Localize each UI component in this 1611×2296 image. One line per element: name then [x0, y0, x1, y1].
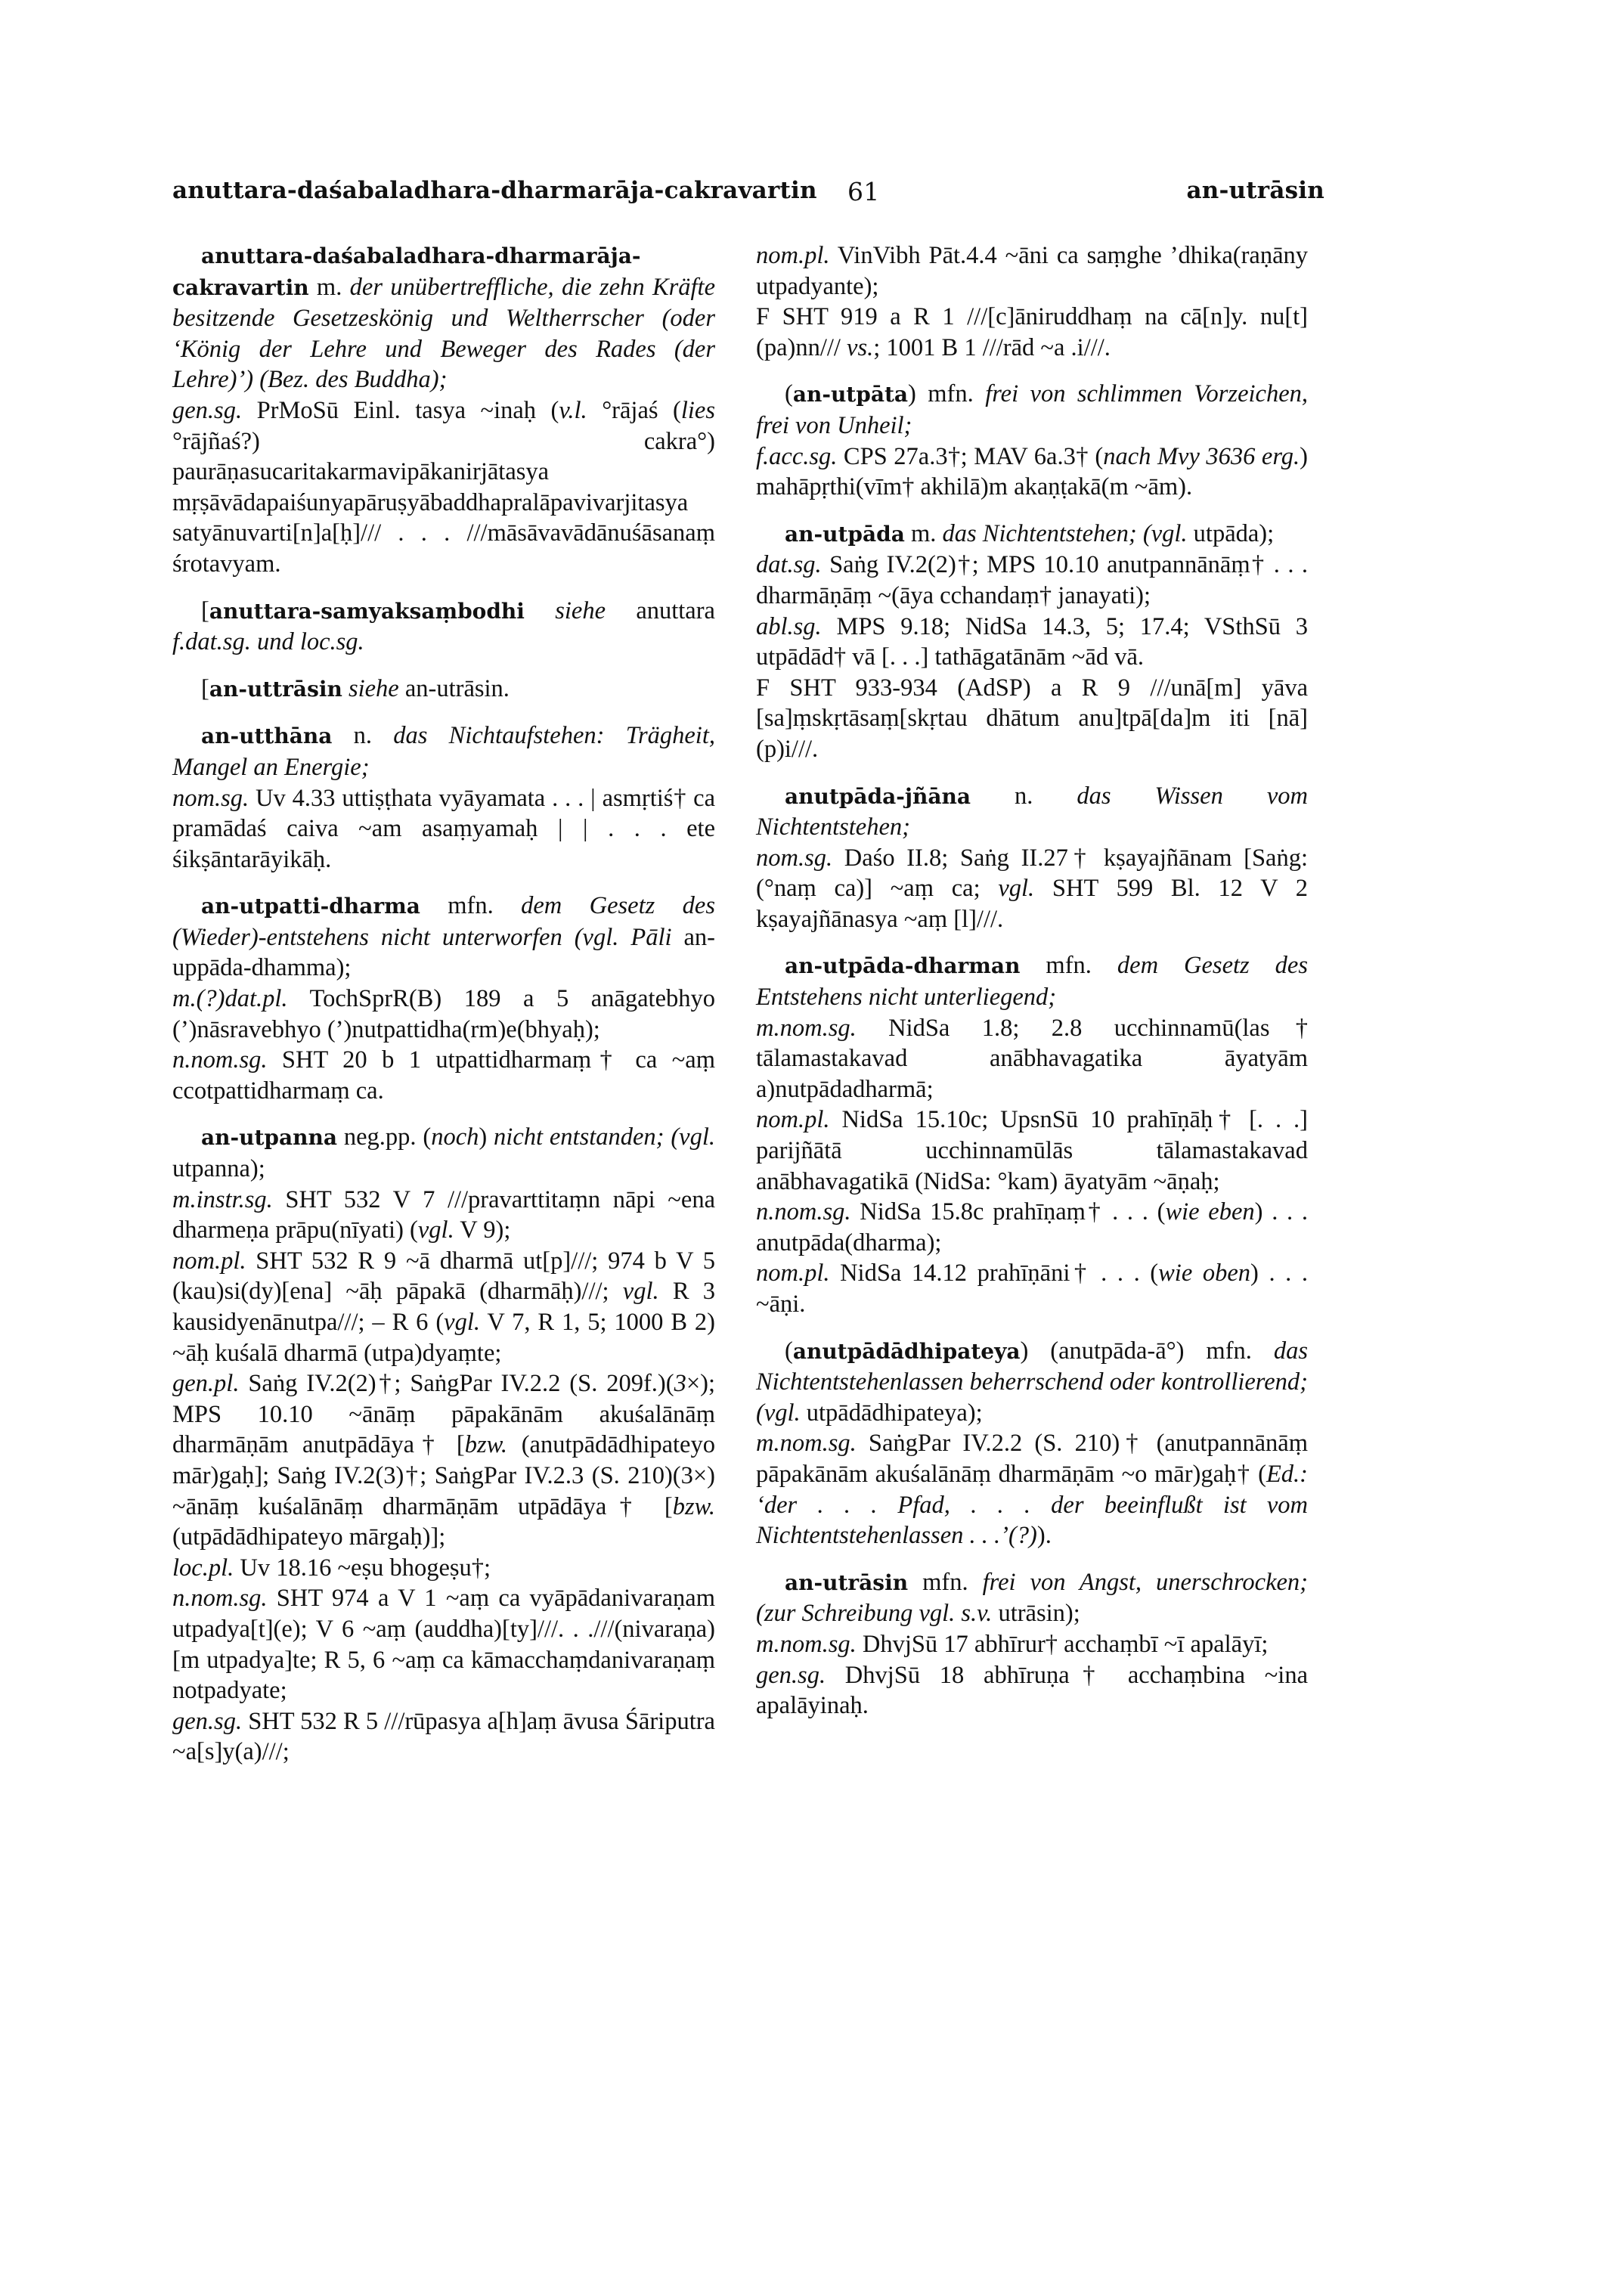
dictionary-entry — [756, 781, 1308, 935]
italic-text: m.nom.sg. — [756, 1430, 857, 1458]
page-number: 61 — [847, 177, 880, 206]
italic-text: m.nom.sg. — [756, 1014, 857, 1042]
dictionary-entry — [756, 950, 1308, 1319]
text: VinVibh Pāt.4.4 ~āni ca saṃghe ’dhika(raṇāny utpadyante); — [756, 242, 1308, 300]
entry-citation — [172, 783, 715, 875]
italic-text: lies — [680, 396, 716, 424]
text: ) mfn. — [908, 380, 986, 408]
text: ) . . . ~āṇi. — [756, 1260, 1308, 1318]
lemma: an-utthāna — [201, 724, 333, 749]
running-header — [172, 177, 1324, 216]
lemma: an-utpāda-dharman — [785, 953, 1021, 979]
entry-citation — [172, 1185, 715, 1246]
dictionary-entry — [172, 240, 715, 580]
italic-text: dem Gesetz des (Wieder)-entstehens nicht unterworfen (vgl. Pāli — [172, 892, 715, 951]
entry-citation — [756, 1428, 1308, 1551]
text: utpādādhipateya); — [800, 1399, 983, 1427]
italic-text: nicht entstanden; (vgl. — [494, 1123, 715, 1151]
dictionary-entry — [172, 674, 715, 705]
text: SHT 974 a V 1 ~aṃ ca vyāpādanivaraṇam utpadya[t](e); V 6 ~aṃ (auddha)[ty]///. . .///(nivaraṇa)[m utpadya]te; R 5, 6 ~aṃ ca kāmacchaṃdanivaraṇaṃ notpadyate; — [172, 1585, 715, 1705]
dictionary-entry — [756, 379, 1308, 502]
entry-headline — [756, 781, 1308, 843]
italic-text: gen.sg. — [172, 396, 243, 424]
entry-citation — [172, 1045, 715, 1106]
text: utpāda); — [1187, 519, 1275, 547]
italic-text: 3 — [674, 1370, 686, 1398]
entry-citation — [756, 612, 1308, 673]
text: Uv 18.16 ~eṣu bhogeṣu†; — [234, 1554, 491, 1582]
italic-text: das Nichtaufstehen: Trägheit, Mangel an Energie; — [172, 722, 715, 781]
entry-headline — [172, 674, 715, 705]
entry-citation — [756, 843, 1308, 935]
italic-text: m.nom.sg. — [756, 1630, 857, 1658]
text: ×); MPS 10.10 ~ānāṃ pāpakānām akuśalānāṃ dharmāṇām anutpādāya† [ — [172, 1370, 715, 1459]
text: DhvjSū 18 abhīruṇa† acchaṃbina ~ina apalāyinaḥ. — [756, 1661, 1308, 1720]
dictionary-entry — [172, 1122, 715, 1767]
entry-citation — [756, 673, 1308, 765]
italic-text: nom.pl. — [172, 1247, 246, 1275]
text: SHT 532 R 5 ///rūpasya a[h]aṃ āvusa Śāriputra ~a[s]y(a)///; — [172, 1707, 715, 1766]
text: NidSa 1.8; 2.8 ucchinnamū(las† tālamastakavad anābhavagatika āyatyām a)nutpādadharmā; — [756, 1014, 1308, 1103]
entry-headline — [756, 950, 1308, 1012]
entry-citation — [756, 550, 1308, 611]
italic-text: nom.pl. — [756, 242, 830, 269]
entry-citation — [756, 442, 1308, 503]
entry-citation — [172, 395, 715, 580]
entry-citation — [756, 1258, 1308, 1319]
italic-text: n.nom.sg. — [756, 1198, 851, 1226]
entry-headline — [172, 1122, 715, 1184]
entry-citation — [756, 302, 1308, 363]
text: m. — [308, 273, 350, 301]
text: SHT 532 V 7 ///pravarttitaṃn nāpi ~ena dharmeṇa prāpu(nīyati) ( — [172, 1185, 715, 1244]
text: (utpādādhipateyo mārgaḥ)]; — [172, 1523, 446, 1551]
entry-citation — [756, 1197, 1308, 1258]
text: °rājaś ( — [587, 396, 681, 424]
dictionary-entry — [756, 1336, 1308, 1551]
italic-text: wie oben — [1158, 1260, 1251, 1287]
lemma: an-utpanna — [201, 1125, 337, 1151]
italic-text: abl.sg. — [756, 612, 822, 640]
text: ) (anutpāda-ā°) mfn. — [1020, 1337, 1274, 1365]
text: mfn. — [1020, 952, 1117, 980]
text: Uv 4.33 uttiṣṭhata vyāyamata . . . | asmṛtiś† ca pramādaś caiva ~am asaṃyamaḥ | | . . . ete śikṣāntarāyikāḥ. — [172, 784, 715, 873]
lemma: an-utpāda — [785, 521, 905, 547]
entry-citation — [172, 1368, 715, 1553]
text: ) . . . anutpāda(dharma); — [756, 1198, 1309, 1256]
text: V 9); — [454, 1216, 511, 1244]
text: m. — [904, 519, 943, 547]
text: °rājñaś?) cakra°) paurāṇasucaritakarmavipākanirjātasya mṛṣāvādapaiśunyapāruṣyābaddhapralāpavivarjitasya satyānuvarti[n]a[ḥ]/// . . . ///māsāvavādānuśāsanaṃ śrotavyam. — [172, 427, 715, 578]
entry-citation — [172, 1706, 715, 1768]
lemma: anuttara-daśabaladhara-dharmarāja-cakravartin — [172, 243, 641, 300]
dictionary-entry — [756, 1567, 1308, 1721]
entry-headline — [172, 720, 715, 782]
italic-text: f.acc.sg. — [756, 442, 838, 470]
italic-text: v.l. — [559, 396, 587, 424]
text: [ — [201, 596, 209, 624]
italic-text: noch — [431, 1123, 479, 1151]
text: PrMoSū Einl. tasya ~inaḥ ( — [242, 396, 559, 424]
italic-text: nom.pl. — [756, 1106, 830, 1134]
text: R 3 kausidyenānutpa///; – R 6 ( — [172, 1278, 715, 1336]
text: n. — [970, 782, 1077, 810]
text: NidSa 14.12 prahīṇāni† . . . ( — [829, 1260, 1159, 1287]
text: utpanna); — [172, 1155, 265, 1183]
text: TochSprR(B) 189 a 5 anāgatebhyo (’)nāsravebhyo (’)nutpattidha(rm)e(bhyaḥ); — [172, 985, 715, 1043]
italic-text: gen.pl. — [172, 1370, 240, 1398]
text: ( — [785, 380, 793, 408]
italic-text: n.nom.sg. — [172, 1046, 268, 1074]
text: utrāsin); — [992, 1600, 1080, 1628]
lemma: an-uttrāsin — [209, 676, 342, 702]
entry-headline — [172, 891, 715, 984]
text: V 7, R 1, 5; 1000 B 2) ~āḥ kuśalā dharmā (utpa)dyaṃte; — [172, 1309, 715, 1367]
dictionary-entry — [756, 240, 1308, 363]
text: neg.pp. ( — [337, 1123, 432, 1151]
entry-citation — [172, 1246, 715, 1368]
italic-text: bzw. — [672, 1492, 715, 1520]
italic-text: Ed.: ‘der . . . Pfad, . . . der beeinflußt ist vom Nichtentstehenlassen . . .’(?) — [756, 1460, 1308, 1550]
italic-text: siehe — [342, 674, 399, 702]
italic-text: nom.pl. — [756, 1260, 830, 1287]
entry-citation — [756, 1013, 1308, 1105]
italic-text: gen.sg. — [172, 1707, 243, 1735]
text: mfn. — [420, 892, 522, 920]
entry-citation — [756, 1629, 1308, 1660]
italic-text: frei von schlimmen Vorzeichen, frei von Unheil; — [756, 380, 1308, 439]
text: NidSa 15.10c; UpsnSū 10 prahīṇāḥ† [. . .] parijñātā ucchinnamūlās tālamastakavad anābhavagatikā (NidSa: °kam) āyatyām ~āṇaḥ; — [756, 1106, 1308, 1195]
text: CPS 27a.3†; MAV 6a.3† ( — [837, 442, 1104, 470]
italic-text: siehe — [524, 596, 606, 624]
italic-text: vgl. — [998, 875, 1035, 903]
entry-headline — [756, 240, 1308, 302]
text: Saṅg IV.2(2)†; SaṅgPar IV.2.2 (S. 209f.)( — [239, 1370, 674, 1398]
entry-headline — [756, 379, 1308, 441]
entry-citation — [172, 1583, 715, 1706]
entry-citation — [172, 984, 715, 1045]
italic-text: der unübertreffliche, die zehn Kräfte besitzende Gesetzeskönig und Weltherrscher (oder ‘König der Lehre und Beweger des Rades (der Lehre)’) (Bez. des Buddha); — [172, 273, 715, 394]
text: Daśo II.8; Saṅg II.27† kṣayajñānam [Saṅg: (°naṃ ca)] ~aṃ ca; — [756, 844, 1308, 903]
left-column — [172, 240, 715, 1783]
italic-text: m.(?)dat.pl. — [172, 985, 288, 1013]
italic-text: vgl. — [444, 1309, 480, 1336]
text: an-utrāsin. — [398, 674, 510, 702]
italic-text: nach Mvy 3636 erg. — [1103, 442, 1300, 470]
entry-citation — [756, 1660, 1308, 1721]
text: (anutpādādhipateyo mār)gaḥ]; Saṅg IV.2(3)†; SaṅgPar IV.2.3 (S. 210)(3×) ~ānāṃ kuśalānāṃ dharmāṇām utpādāya† [ — [172, 1431, 715, 1520]
italic-text: bzw. — [464, 1431, 508, 1459]
header-right-catchword: an-utrāsin — [1186, 177, 1324, 204]
right-column — [756, 240, 1308, 1737]
dictionary-entry — [172, 891, 715, 1106]
dictionary-entry — [756, 519, 1308, 765]
text: anuttara — [606, 596, 715, 624]
header-left-catchword: anuttara-daśabaladhara-dharmarāja-cakravartin — [172, 177, 817, 204]
dictionary-entry — [172, 720, 715, 875]
lemma: an-utpāta — [792, 382, 909, 407]
italic-text: das Nichtentstehen; (vgl. — [942, 519, 1188, 547]
italic-text: nom.sg. — [756, 844, 833, 872]
italic-text: frei von Angst, unerschrocken; (zur Schreibung vgl. s.v. — [756, 1568, 1308, 1628]
entry-headline — [756, 519, 1308, 550]
dictionary-entry — [172, 596, 715, 658]
italic-text: vgl. — [417, 1216, 454, 1244]
text: SHT 532 R 9 ~ā dharmā ut[p]///; 974 b V 5 (kau)si(dy)[ena] ~āḥ pāpakā (dharmāḥ)///; — [172, 1247, 715, 1306]
text: Saṅg IV.2(2)†; MPS 10.10 anutpannānāṃ† . . . dharmāṇāṃ ~(āya cchandaṃ† janayati); — [756, 551, 1308, 609]
text: MPS 9.18; NidSa 14.3, 5; 17.4; VSthSū 3 utpādād† vā [. . .] tathāgatānām ~ād vā. — [756, 612, 1308, 671]
text: F SHT 933-934 (AdSP) a R 9 ///unā[m] yāva [sa]ṃskṛtāsaṃ[skṛtau dhātum anu]tpā[da]m iti [nā](p)i///. — [756, 674, 1308, 763]
italic-text: dat.sg. — [756, 551, 822, 579]
text: SHT 20 b 1 utpattidharmaṃ† ca ~aṃ ccotpattidharmaṃ ca. — [172, 1046, 715, 1105]
text: NidSa 15.8c prahīṇaṃ† . . . ( — [850, 1198, 1166, 1226]
text: [ — [201, 674, 209, 702]
lemma: an-utpatti-dharma — [201, 894, 420, 919]
text: SHT 599 Bl. 12 V 2 kṣayajñānasya ~aṃ [l]///. — [756, 875, 1308, 933]
text: DhvjSū 17 abhīrur† acchaṃbī ~ī apalāyī; — [856, 1630, 1269, 1658]
entry-citation — [756, 1105, 1308, 1197]
text: ) mahāpṛthi(vīm† akhilā)m akaṇṭakā(m ~ām). — [756, 442, 1308, 501]
entry-headline — [172, 240, 715, 395]
italic-text: das Nichtentstehenlassen beherrschend oder kontrollierend; (vgl. — [756, 1337, 1308, 1427]
text: F SHT 919 a R 1 ///[c]āniruddhaṃ na cā[n]y. nu[t](pa)nn/// — [756, 303, 1308, 361]
lemma: an-utrāsin — [785, 1569, 909, 1595]
text: SaṅgPar IV.2.2 (S. 210)† (anutpannānāṃ pāpakānām akuśalānāṃ dharmāṇām ~o mār)gaḥ† ( — [756, 1430, 1308, 1488]
italic-text: dem Gesetz des Entstehens nicht unterliegend; — [756, 952, 1308, 1012]
italic-text: vs. — [847, 333, 874, 361]
italic-text: nom.sg. — [172, 784, 249, 812]
text: n. — [332, 722, 394, 750]
text: ). — [1036, 1522, 1052, 1550]
text: mfn. — [908, 1568, 983, 1596]
entry-headline — [172, 596, 715, 658]
italic-text: wie eben — [1165, 1198, 1255, 1226]
lemma: anutpādādhipateya — [792, 1338, 1021, 1364]
entry-headline — [756, 1336, 1308, 1429]
text: ) — [479, 1123, 494, 1151]
italic-text: vgl. — [622, 1278, 659, 1306]
entry-citation — [172, 1553, 715, 1584]
entry-headline — [756, 1567, 1308, 1629]
text: an-uppāda-dhamma); — [172, 923, 715, 982]
italic-text: gen.sg. — [756, 1661, 826, 1689]
italic-text: das Wissen vom Nichtentstehen; — [756, 782, 1308, 841]
text: ( — [785, 1337, 793, 1365]
lemma: anuttara-samyaksaṃbodhi — [209, 598, 525, 624]
text: ; 1001 B 1 ///rād ~a .i///. — [873, 333, 1111, 361]
italic-text: n.nom.sg. — [172, 1585, 268, 1613]
italic-text: loc.pl. — [172, 1554, 234, 1582]
italic-text: m.instr.sg. — [172, 1185, 273, 1213]
italic-text: f.dat.sg. und loc.sg. — [172, 628, 364, 656]
lemma: anutpāda-jñāna — [785, 783, 971, 809]
